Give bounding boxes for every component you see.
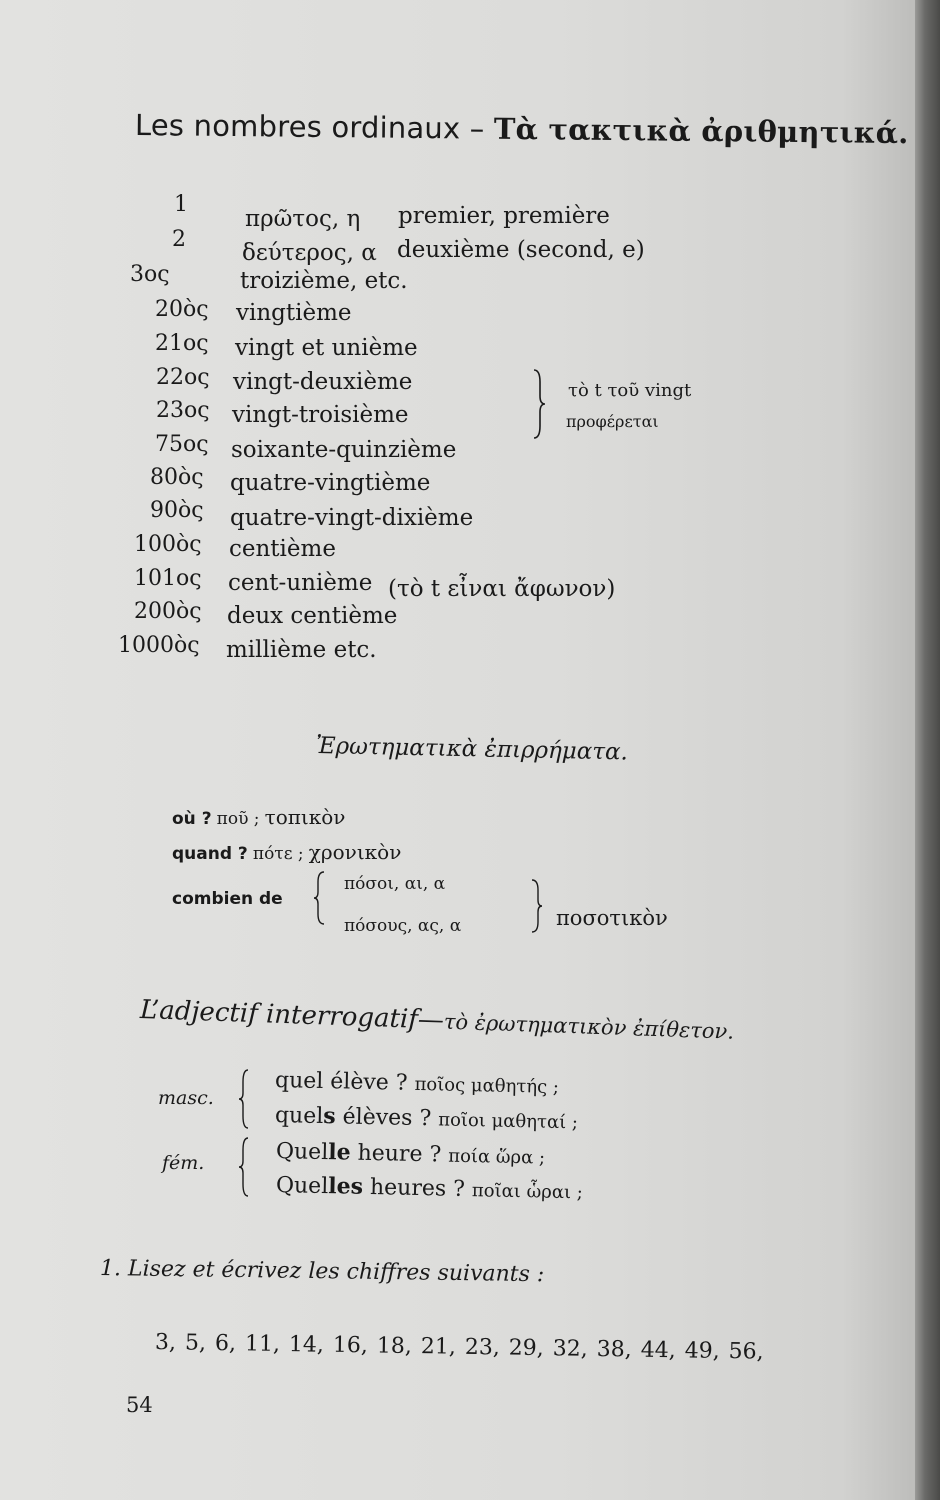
- adverb-howmany-gr1: πόσοι, αι, α: [344, 874, 446, 894]
- ordinal-text: cent-unième: [228, 570, 373, 596]
- adverb-when-gr: πότε ;: [252, 844, 304, 864]
- page-number: 54: [126, 1393, 153, 1417]
- heading-french: Les nombres ordinaux –: [134, 108, 485, 146]
- masc-example-2-gr: ποῖοι μαθηταί ;: [438, 1109, 579, 1134]
- ordinal-number: 100ὸς: [134, 532, 202, 557]
- ordinal-text: deux centième: [227, 603, 398, 629]
- brace-note-line1: τὸ t τοῦ vingt: [568, 380, 692, 401]
- exercise-text: Lisez et écrivez les chiffres suivants :: [127, 1256, 545, 1288]
- fem-example-1-bold: le: [327, 1139, 351, 1166]
- ordinal-number: 20ὸς: [155, 297, 209, 322]
- adverb-howmany-type: ποσοτικὸν: [556, 906, 668, 930]
- ordinal-text: vingt-troisième: [232, 402, 409, 428]
- left-brace-icon: [236, 1136, 252, 1198]
- left-brace-icon: [312, 870, 328, 926]
- ordinal-text: quatre-vingtième: [230, 470, 431, 496]
- fem-example-1-post: heure ?: [350, 1140, 442, 1168]
- masc-example-1-gr: ποῖος μαθητής ;: [414, 1073, 560, 1098]
- ordinal-number: 75ος: [155, 432, 209, 457]
- brace-note-line2: προφέρεται: [566, 412, 659, 431]
- exercise-number: 1.: [99, 1256, 122, 1282]
- ordinal-number: 1000ὸς: [118, 633, 200, 658]
- ordinal-text: centième: [229, 536, 336, 562]
- exercise-numbers: 3, 5, 6, 11, 14, 16, 18, 21, 23, 29, 32, 38, 44, 49, 56,: [154, 1330, 764, 1365]
- page-edge-shadow: [915, 0, 940, 1500]
- fem-example-1-pre: Quel: [275, 1139, 329, 1166]
- adverb-when-fr: quand ?: [172, 844, 248, 864]
- ordinal-text: vingt-deuxième: [233, 369, 413, 395]
- masc-example-2-post: élèves ?: [335, 1104, 432, 1132]
- fem-example-2-post: heures ?: [362, 1174, 466, 1202]
- ordinal-number: 23ος: [156, 398, 210, 423]
- ordinal-text: vingt et unième: [235, 335, 418, 361]
- adjective-title-gr: τὸ ἐρωτηματικὸν ἐπίθετον.: [443, 1009, 735, 1044]
- ordinal-number: 200ὸς: [134, 599, 202, 624]
- adverb-where-type: τοπικὸν: [264, 805, 346, 829]
- adverb-where-fr: où ?: [172, 809, 212, 829]
- adverbs-title: Ἐρωτηματικὰ ἐπιρρήματα.: [315, 733, 629, 766]
- adverb-where: [172, 805, 345, 829]
- fem-example-2-pre: Quel: [275, 1173, 329, 1200]
- ordinal-number: 101ος: [134, 566, 202, 591]
- adverb-when-type: χρονικὸν: [308, 840, 402, 864]
- ordinal-number: 22ος: [156, 365, 210, 390]
- ordinal-greek: πρῶτος, η: [245, 206, 361, 232]
- right-brace-icon: [528, 878, 544, 934]
- ordinal-text: premier, première: [398, 203, 610, 229]
- ordinal-number: 1: [174, 192, 188, 217]
- ordinal-text: millième etc.: [226, 637, 377, 663]
- fem-example-2-gr: ποῖαι ὧραι ;: [471, 1180, 584, 1204]
- ordinal-text: quatre-vingt-dixième: [230, 505, 474, 531]
- ordinal-number: 80ὸς: [150, 465, 204, 490]
- masc-example-1-fr: quel élève ?: [274, 1068, 408, 1096]
- fem-example-2-bold: les: [327, 1173, 364, 1200]
- heading-greek: Τὰ τακτικὰ ἀριθμητικά.: [493, 111, 909, 151]
- mute-t-note: (τὸ t εἶναι ἄφωνον): [388, 576, 616, 602]
- right-brace-icon: [528, 368, 548, 440]
- ordinal-number: 2: [172, 227, 186, 252]
- adverb-where-gr: ποῦ ;: [216, 809, 260, 829]
- masc-label: masc.: [158, 1087, 214, 1109]
- ordinal-text: soixante-quinzième: [231, 437, 457, 463]
- masc-example-2-bold: s: [323, 1103, 336, 1130]
- ordinal-number: 90ὸς: [150, 498, 204, 523]
- ordinal-number: 21ος: [155, 331, 209, 356]
- ordinal-text: vingtième: [236, 300, 352, 326]
- ordinal-text: troizième, etc.: [240, 268, 408, 294]
- masc-example-2-pre: quel: [274, 1103, 324, 1130]
- fem-example-1-gr: ποία ὥρα ;: [448, 1145, 546, 1169]
- fem-label: fém.: [162, 1152, 205, 1174]
- ordinal-text: deuxième (second, e): [397, 237, 645, 263]
- adjective-title-fr: L’adjectif interrogatif—: [139, 995, 445, 1036]
- ordinal-number: 3ος: [130, 262, 170, 287]
- adverb-howmany-fr: combien de: [172, 889, 283, 909]
- adverb-howmany-gr2: πόσους, ας, α: [344, 916, 462, 936]
- left-brace-icon: [236, 1068, 252, 1130]
- ordinal-greek: δεύτερος, α: [242, 240, 377, 266]
- adverb-when: [172, 840, 401, 864]
